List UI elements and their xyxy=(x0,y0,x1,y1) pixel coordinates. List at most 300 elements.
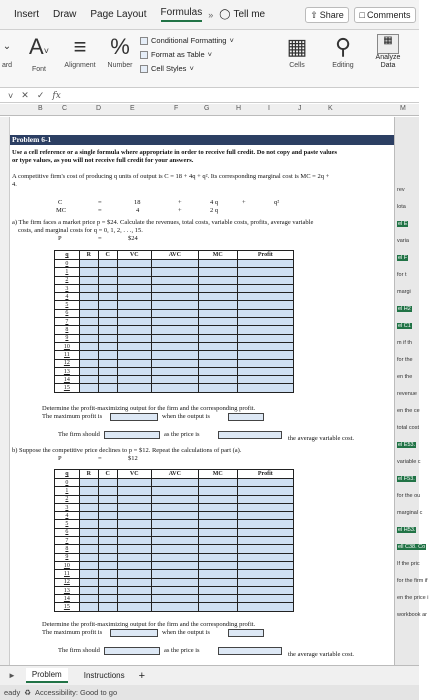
results-table-a xyxy=(54,250,294,393)
table-b-input-cell[interactable] xyxy=(237,487,293,495)
table-b-input-cell[interactable] xyxy=(237,503,293,511)
accessibility-icon: ♻ xyxy=(24,688,31,697)
table-a-input-cell[interactable] xyxy=(198,351,237,359)
tell-me-search[interactable] xyxy=(219,9,265,20)
table-b-header-q: q xyxy=(55,470,80,479)
firm-should-dropdown-a[interactable] xyxy=(104,431,160,439)
table-row xyxy=(55,487,294,495)
alignment-group[interactable] xyxy=(60,34,100,69)
table-a-input-cell[interactable] xyxy=(151,326,198,334)
table-a-input-cell[interactable] xyxy=(151,268,198,276)
table-a-input-cell[interactable] xyxy=(98,268,117,276)
table-b-input-cell[interactable] xyxy=(237,603,293,611)
overflow-text: rev xyxy=(397,187,405,193)
table-a-input-cell[interactable] xyxy=(117,359,151,367)
table-b-input-cell[interactable] xyxy=(237,595,293,603)
table-a-input-cell[interactable] xyxy=(198,260,237,268)
table-b-input-cell[interactable] xyxy=(117,487,151,495)
overflow-text: marginal c xyxy=(397,510,423,516)
table-b-input-cell[interactable] xyxy=(98,545,117,553)
table-a-input-cell[interactable] xyxy=(198,326,237,334)
sheet-tab-problem[interactable]: Problem xyxy=(26,668,68,683)
tab-page-layout[interactable]: Page Layout xyxy=(90,9,147,20)
table-a-input-cell[interactable] xyxy=(151,384,198,392)
output-input-b[interactable] xyxy=(228,629,264,637)
table-b-input-cell[interactable] xyxy=(237,537,293,545)
column-header-g[interactable]: G xyxy=(204,105,210,112)
table-a-input-cell[interactable] xyxy=(151,301,198,309)
table-a-input-cell[interactable] xyxy=(237,342,293,350)
table-a-input-cell[interactable] xyxy=(117,326,151,334)
format-as-table-button[interactable]: Format as Table ˅ xyxy=(140,48,234,62)
table-b-input-cell[interactable] xyxy=(98,586,117,594)
table-a-input-cell[interactable] xyxy=(98,342,117,350)
max-profit-input-a[interactable] xyxy=(110,413,158,421)
table-a-input-cell[interactable] xyxy=(237,326,293,334)
right-column-overflow xyxy=(394,117,429,665)
table-b-input-cell[interactable] xyxy=(151,570,198,578)
table-a-q-cell: 14 xyxy=(55,376,80,384)
table-a-input-cell[interactable] xyxy=(198,342,237,350)
table-a-input-cell[interactable] xyxy=(198,359,237,367)
table-b-input-cell[interactable] xyxy=(98,537,117,545)
table-b-input-cell[interactable] xyxy=(98,528,117,536)
table-b-input-cell[interactable] xyxy=(117,553,151,561)
table-b-input-cell[interactable] xyxy=(98,561,117,569)
table-b-input-cell[interactable] xyxy=(117,512,151,520)
as-price-label-a: as the price is xyxy=(164,431,200,438)
table-b-input-cell[interactable] xyxy=(117,528,151,536)
column-header-c[interactable]: C xyxy=(62,105,68,112)
table-b-input-cell[interactable] xyxy=(198,512,237,520)
column-header-j[interactable]: J xyxy=(298,105,302,112)
table-b-input-cell[interactable] xyxy=(98,479,117,487)
table-a-input-cell[interactable] xyxy=(117,284,151,292)
table-row xyxy=(55,586,294,594)
table-a-input-cell[interactable] xyxy=(79,284,98,292)
table-a-input-cell[interactable] xyxy=(151,334,198,342)
table-row xyxy=(55,318,294,326)
table-a-input-cell[interactable] xyxy=(151,376,198,384)
table-b-input-cell[interactable] xyxy=(151,503,198,511)
table-b-input-cell[interactable] xyxy=(79,595,98,603)
table-b-header-row xyxy=(55,470,294,479)
table-a-input-cell[interactable] xyxy=(198,276,237,284)
worksheet[interactable] xyxy=(0,117,394,665)
table-b-input-cell[interactable] xyxy=(117,520,151,528)
table-b-input-cell[interactable] xyxy=(151,479,198,487)
price-compare-dropdown-b[interactable] xyxy=(218,647,282,655)
table-a-input-cell[interactable] xyxy=(98,326,117,334)
table-b-input-cell[interactable] xyxy=(237,578,293,586)
table-a-input-cell[interactable] xyxy=(151,318,198,326)
table-b-input-cell[interactable] xyxy=(98,495,117,503)
cancel-icon[interactable]: ✕ xyxy=(21,90,29,100)
table-a-input-cell[interactable] xyxy=(79,376,98,384)
table-a-input-cell[interactable] xyxy=(98,293,117,301)
table-b-input-cell[interactable] xyxy=(198,520,237,528)
analyze-caption-2: Data xyxy=(380,62,396,69)
table-a-input-cell[interactable] xyxy=(98,301,117,309)
table-a-input-cell[interactable] xyxy=(151,367,198,375)
table-a-input-cell[interactable] xyxy=(237,384,293,392)
table-b-input-cell[interactable] xyxy=(151,603,198,611)
table-b-input-cell[interactable] xyxy=(198,537,237,545)
table-a-input-cell[interactable] xyxy=(79,268,98,276)
table-b-input-cell[interactable] xyxy=(151,520,198,528)
table-a-input-cell[interactable] xyxy=(98,376,117,384)
table-b-input-cell[interactable] xyxy=(151,586,198,594)
table-b-input-cell[interactable] xyxy=(237,553,293,561)
table-a-input-cell[interactable] xyxy=(79,367,98,375)
column-header-h[interactable]: H xyxy=(236,105,242,112)
table-a-input-cell[interactable] xyxy=(151,309,198,317)
table-b-input-cell[interactable] xyxy=(79,578,98,586)
table-b-input-cell[interactable] xyxy=(117,503,151,511)
table-b-input-cell[interactable] xyxy=(198,503,237,511)
table-b-input-cell[interactable] xyxy=(151,545,198,553)
table-a-input-cell[interactable] xyxy=(237,359,293,367)
overflow-text: margi xyxy=(397,289,411,295)
table-b-header-mc: MC xyxy=(198,470,237,479)
overflow-text: el F53. xyxy=(398,476,415,482)
table-a-input-cell[interactable] xyxy=(237,318,293,326)
overflow-text: en the price i xyxy=(397,595,429,601)
table-a-input-cell[interactable] xyxy=(117,351,151,359)
table-a-input-cell[interactable] xyxy=(117,301,151,309)
table-a-input-cell[interactable] xyxy=(237,284,293,292)
mc-const: 4 xyxy=(136,207,140,214)
table-a-input-cell[interactable] xyxy=(117,334,151,342)
table-a-input-cell[interactable] xyxy=(198,334,237,342)
table-b-input-cell[interactable] xyxy=(79,537,98,545)
table-b-input-cell[interactable] xyxy=(198,595,237,603)
table-row xyxy=(55,495,294,503)
overflow-text: varia xyxy=(397,238,409,244)
table-a-input-cell[interactable] xyxy=(79,293,98,301)
cells-icon: ▦ xyxy=(286,34,308,59)
table-a-input-cell[interactable] xyxy=(79,309,98,317)
table-b-input-cell[interactable] xyxy=(198,561,237,569)
table-a-input-cell[interactable] xyxy=(98,367,117,375)
table-b-input-cell[interactable] xyxy=(198,578,237,586)
overflow-text: workbook ar xyxy=(397,612,427,618)
accessibility-status[interactable]: Accessibility: Good to go xyxy=(35,688,118,697)
table-a-input-cell[interactable] xyxy=(79,351,98,359)
comment-icon: □ xyxy=(359,10,365,20)
table-b-input-cell[interactable] xyxy=(237,528,293,536)
table-a-input-cell[interactable] xyxy=(98,359,117,367)
table-a-input-cell[interactable] xyxy=(79,342,98,350)
table-a-input-cell[interactable] xyxy=(198,318,237,326)
table-b-input-cell[interactable] xyxy=(79,553,98,561)
table-a-q-cell: 8 xyxy=(55,326,80,334)
table-b-input-cell[interactable] xyxy=(98,520,117,528)
table-b-input-cell[interactable] xyxy=(79,512,98,520)
table-a-input-cell[interactable] xyxy=(237,268,293,276)
column-header-m[interactable]: M xyxy=(400,105,406,112)
column-header-d[interactable]: D xyxy=(96,105,102,112)
table-b-input-cell[interactable] xyxy=(117,545,151,553)
format-table-label: Format as Table xyxy=(151,50,205,59)
table-row xyxy=(55,528,294,536)
table-b-input-cell[interactable] xyxy=(237,495,293,503)
table-b-header-profit: Profit xyxy=(237,470,293,479)
table-a-input-cell[interactable] xyxy=(198,309,237,317)
table-a-input-cell[interactable] xyxy=(98,318,117,326)
table-b-input-cell[interactable] xyxy=(79,570,98,578)
table-b-header-c: C xyxy=(98,470,117,479)
table-b-input-cell[interactable] xyxy=(117,479,151,487)
table-a-input-cell[interactable] xyxy=(198,284,237,292)
table-a-input-cell[interactable] xyxy=(151,351,198,359)
table-a-input-cell[interactable] xyxy=(237,334,293,342)
table-a-input-cell[interactable] xyxy=(151,293,198,301)
table-b-input-cell[interactable] xyxy=(237,570,293,578)
number-group[interactable] xyxy=(104,34,136,69)
table-b-input-cell[interactable] xyxy=(98,603,117,611)
comments-button[interactable] xyxy=(354,7,416,23)
overflow-text: el H2 xyxy=(398,306,411,312)
table-a-input-cell[interactable] xyxy=(151,260,198,268)
cells-caption: Cells xyxy=(289,62,305,69)
table-a-input-cell[interactable] xyxy=(117,309,151,317)
as-price-label-b: as the price is xyxy=(164,647,200,654)
table-b-input-cell[interactable] xyxy=(198,586,237,594)
table-a-input-cell[interactable] xyxy=(237,376,293,384)
name-box-dropdown-icon[interactable]: ˅ xyxy=(8,90,14,101)
table-b-input-cell[interactable] xyxy=(198,487,237,495)
table-a-input-cell[interactable] xyxy=(79,301,98,309)
table-b-input-cell[interactable] xyxy=(198,603,237,611)
table-b-input-cell[interactable] xyxy=(79,561,98,569)
table-b-input-cell[interactable] xyxy=(98,570,117,578)
table-a-input-cell[interactable] xyxy=(79,334,98,342)
table-b-input-cell[interactable] xyxy=(79,520,98,528)
output-input-a[interactable] xyxy=(228,413,264,421)
table-b-input-cell[interactable] xyxy=(117,570,151,578)
table-a-input-cell[interactable] xyxy=(117,367,151,375)
table-row xyxy=(55,595,294,603)
table-a-input-cell[interactable] xyxy=(117,276,151,284)
cost-eq: = xyxy=(98,199,102,206)
price-compare-dropdown-a[interactable] xyxy=(218,431,282,439)
table-b-input-cell[interactable] xyxy=(98,512,117,520)
table-a-input-cell[interactable] xyxy=(198,367,237,375)
table-b-q-cell: 4 xyxy=(55,512,80,520)
table-b-q-cell: 8 xyxy=(55,545,80,553)
table-a-input-cell[interactable] xyxy=(117,293,151,301)
column-header-k[interactable]: K xyxy=(328,105,333,112)
table-b-input-cell[interactable] xyxy=(151,595,198,603)
table-a-header-mc: MC xyxy=(198,251,237,260)
table-b-input-cell[interactable] xyxy=(98,553,117,561)
table-b-input-cell[interactable] xyxy=(151,537,198,545)
table-a-input-cell[interactable] xyxy=(79,326,98,334)
table-a-q-cell: 7 xyxy=(55,318,80,326)
cells-group[interactable] xyxy=(280,34,314,69)
table-b-header-r: R xyxy=(79,470,98,479)
table-b-body xyxy=(55,479,294,612)
conditional-formatting-button[interactable]: Conditional Formatting ˅ xyxy=(140,34,234,48)
table-b-input-cell[interactable] xyxy=(98,578,117,586)
table-a-input-cell[interactable] xyxy=(98,384,117,392)
sheet-nav-icon[interactable]: ► xyxy=(8,671,16,680)
table-b-input-cell[interactable] xyxy=(198,570,237,578)
table-b-input-cell[interactable] xyxy=(98,595,117,603)
table-a-input-cell[interactable] xyxy=(237,293,293,301)
table-a-input-cell[interactable] xyxy=(198,376,237,384)
table-b-input-cell[interactable] xyxy=(79,479,98,487)
table-a-input-cell[interactable] xyxy=(198,301,237,309)
share-button[interactable] xyxy=(305,7,349,23)
table-a-input-cell[interactable] xyxy=(151,342,198,350)
editing-group[interactable] xyxy=(324,34,362,69)
analyze-data-button[interactable] xyxy=(371,34,405,70)
table-a-input-cell[interactable] xyxy=(79,260,98,268)
table-a-input-cell[interactable] xyxy=(198,384,237,392)
cell-styles-button[interactable]: Cell Styles ˅ xyxy=(140,62,234,76)
tab-draw[interactable]: Draw xyxy=(53,9,77,20)
table-a-input-cell[interactable] xyxy=(79,276,98,284)
table-b-q-cell: 13 xyxy=(55,586,80,594)
more-tabs-icon[interactable]: » xyxy=(208,9,214,20)
table-b-input-cell[interactable] xyxy=(198,553,237,561)
sheet-tab-instructions[interactable]: Instructions xyxy=(83,671,125,680)
table-b-input-cell[interactable] xyxy=(151,561,198,569)
table-a-input-cell[interactable] xyxy=(79,318,98,326)
overflow-text: el E xyxy=(398,221,408,227)
tab-insert[interactable]: Insert xyxy=(14,9,40,20)
table-a-input-cell[interactable] xyxy=(151,284,198,292)
table-b-input-cell[interactable] xyxy=(198,545,237,553)
table-a-input-cell[interactable] xyxy=(117,342,151,350)
table-b-input-cell[interactable] xyxy=(151,495,198,503)
table-b-q-cell: 14 xyxy=(55,595,80,603)
instructions-line-2: or type values, as you will not receive full credit for your answers. xyxy=(12,157,194,164)
tab-formulas[interactable]: Formulas xyxy=(161,7,203,22)
table-a-input-cell[interactable] xyxy=(117,268,151,276)
table-a-input-cell[interactable] xyxy=(98,276,117,284)
clipboard-group-cut: ⌄ ard xyxy=(1,41,13,69)
results-table-b xyxy=(54,469,294,612)
table-b-input-cell[interactable] xyxy=(117,561,151,569)
number-caption: Number xyxy=(107,62,133,69)
fx-icon[interactable]: fx xyxy=(52,90,61,101)
table-b-input-cell[interactable] xyxy=(151,512,198,520)
clipboard-caption: ard xyxy=(1,62,13,69)
analyze-data-icon: ▦ xyxy=(377,34,399,54)
table-a-input-cell[interactable] xyxy=(98,309,117,317)
table-a-input-cell[interactable] xyxy=(237,260,293,268)
table-a-input-cell[interactable] xyxy=(117,376,151,384)
table-a-input-cell[interactable] xyxy=(117,318,151,326)
table-b-input-cell[interactable] xyxy=(237,479,293,487)
table-a-input-cell[interactable] xyxy=(237,367,293,375)
mc-plus: + xyxy=(178,207,182,214)
table-a-input-cell[interactable] xyxy=(237,309,293,317)
table-b-q-cell: 10 xyxy=(55,561,80,569)
search-icon: ⚲ xyxy=(334,34,352,59)
table-a-input-cell[interactable] xyxy=(237,276,293,284)
table-a-input-cell[interactable] xyxy=(98,334,117,342)
column-header-e[interactable]: E xyxy=(130,105,135,112)
table-a-input-cell[interactable] xyxy=(98,260,117,268)
table-b-input-cell[interactable] xyxy=(117,595,151,603)
table-b-input-cell[interactable] xyxy=(79,545,98,553)
table-b-input-cell[interactable] xyxy=(237,586,293,594)
firm-should-dropdown-b[interactable] xyxy=(104,647,160,655)
table-a-input-cell[interactable] xyxy=(237,351,293,359)
table-b-input-cell[interactable] xyxy=(198,495,237,503)
table-b-input-cell[interactable] xyxy=(237,520,293,528)
table-b-input-cell[interactable] xyxy=(237,561,293,569)
table-b-input-cell[interactable] xyxy=(151,487,198,495)
table-b-input-cell[interactable] xyxy=(98,487,117,495)
table-b-input-cell[interactable] xyxy=(117,603,151,611)
table-a-input-cell[interactable] xyxy=(237,301,293,309)
font-group[interactable] xyxy=(22,34,56,73)
table-b-input-cell[interactable] xyxy=(117,578,151,586)
table-row xyxy=(55,284,294,292)
table-a-input-cell[interactable] xyxy=(151,359,198,367)
part-a-line-2: costs, and marginal costs for q = 0, 1, 2, . . ., 15. xyxy=(18,227,143,234)
table-b-input-cell[interactable] xyxy=(198,528,237,536)
table-b-input-cell[interactable] xyxy=(79,528,98,536)
table-a-input-cell[interactable] xyxy=(98,284,117,292)
sheet-tab-bar xyxy=(0,665,419,685)
table-a-input-cell[interactable] xyxy=(98,351,117,359)
table-a-input-cell[interactable] xyxy=(198,268,237,276)
table-b-input-cell[interactable] xyxy=(237,545,293,553)
cost-plus-1: + xyxy=(178,199,182,206)
table-a-header-c: C xyxy=(98,251,117,260)
column-header-b[interactable]: B xyxy=(38,105,43,112)
table-a-input-cell[interactable] xyxy=(117,384,151,392)
table-a-input-cell[interactable] xyxy=(151,276,198,284)
table-a-input-cell[interactable] xyxy=(198,293,237,301)
table-b-q-cell: 0 xyxy=(55,479,80,487)
table-b-input-cell[interactable] xyxy=(151,553,198,561)
table-b-input-cell[interactable] xyxy=(151,528,198,536)
overflow-text: el H53. xyxy=(398,527,416,533)
table-b-input-cell[interactable] xyxy=(151,578,198,586)
column-header-i[interactable]: I xyxy=(268,105,270,112)
table-b-input-cell[interactable] xyxy=(98,503,117,511)
table-b-input-cell[interactable] xyxy=(79,503,98,511)
confirm-icon[interactable]: ✓ xyxy=(36,90,45,100)
table-row xyxy=(55,479,294,487)
max-profit-label-a: The maximum profit is xyxy=(42,413,103,420)
table-a-input-cell[interactable] xyxy=(79,359,98,367)
table-b-input-cell[interactable] xyxy=(117,537,151,545)
table-b-input-cell[interactable] xyxy=(79,487,98,495)
add-sheet-button[interactable]: + xyxy=(138,669,146,682)
table-b-input-cell[interactable] xyxy=(79,603,98,611)
table-a-q-cell: 6 xyxy=(55,309,80,317)
table-b-input-cell[interactable] xyxy=(117,495,151,503)
table-b-input-cell[interactable] xyxy=(198,479,237,487)
table-b-input-cell[interactable] xyxy=(79,495,98,503)
column-header-f[interactable]: F xyxy=(174,105,179,112)
table-b-input-cell[interactable] xyxy=(117,586,151,594)
table-b-input-cell[interactable] xyxy=(237,512,293,520)
table-a-input-cell[interactable] xyxy=(79,384,98,392)
when-output-label-b: when the output is xyxy=(162,629,210,636)
max-profit-input-b[interactable] xyxy=(110,629,158,637)
table-a-input-cell[interactable] xyxy=(117,260,151,268)
table-b-input-cell[interactable] xyxy=(79,586,98,594)
